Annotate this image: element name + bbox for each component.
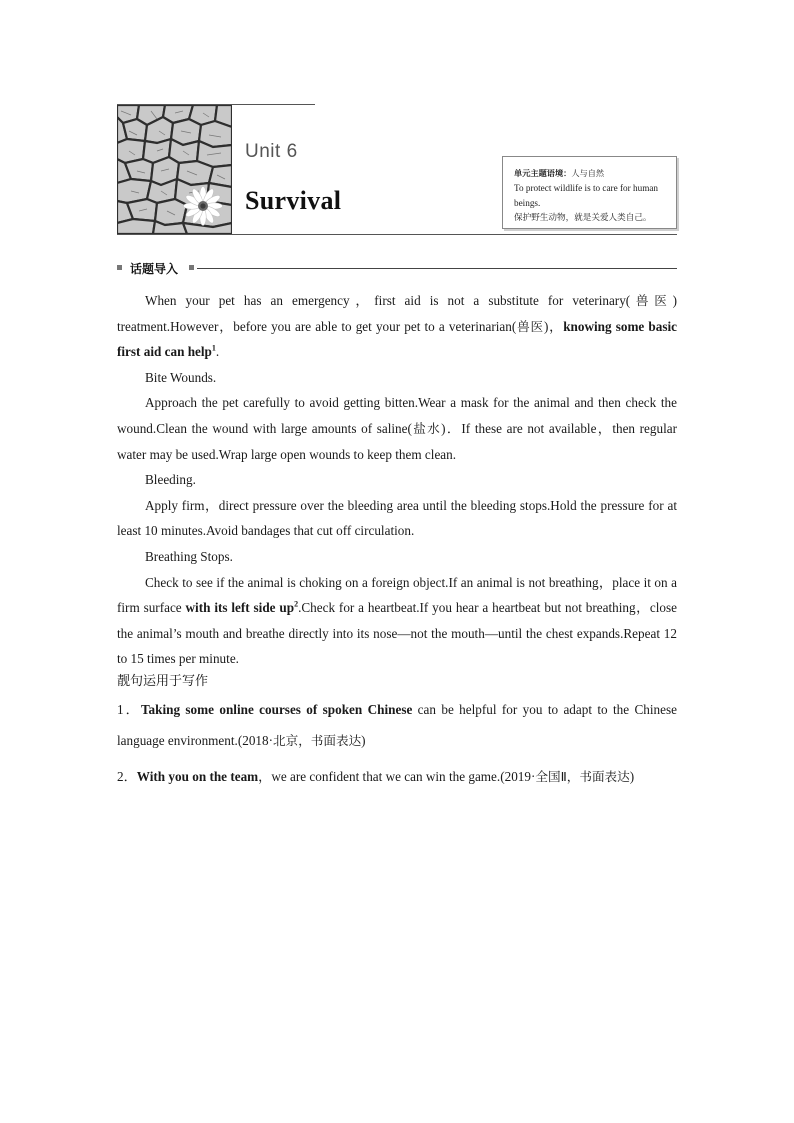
unit-label: Unit 6 xyxy=(245,141,298,162)
footnote-marker: 1 xyxy=(211,343,216,353)
paragraph: Approach the pet carefully to avoid getting bitten.Wear a mask for the animal and then check the wound.Clean the wound with large amounts of saline(盐水)．If these are not available，then regular water may be used.Wrap large open wounds to keep them clean. xyxy=(117,395,678,462)
reading-passage xyxy=(117,288,677,672)
example-number: 2． xyxy=(117,769,137,784)
square-bullet-icon xyxy=(189,265,194,270)
theme-context-value: 人与自然 xyxy=(571,168,605,178)
unit-title: Survival xyxy=(245,186,342,215)
paragraph: Check to see if the animal is choking on a foreign object.If an animal is not breathing，place it on a firm surface with its left side $up^2.Check$ for a heartbeat.If you hear a heartbeat but not breathing，close the animal’s mouth and breathe directly into its nose—not the mouth—until the chest expands.Repeat 12 to 15 times per minute. xyxy=(117,574,677,667)
unit-theme-box xyxy=(502,156,677,229)
paragraph: Apply firm，direct pressure over the bleeding area until the bleeding stops.Hold the pressure for at least 10 minutes.Avoid bandages that cut off circulation. xyxy=(117,497,677,539)
paragraph: When your pet has an emergency，first aid is not a substitute for veterinary(兽医) treatment.However，before you are able to get your pet to a veterinarian(兽医)，knowing some basic first aid can help$^1$. xyxy=(117,293,678,360)
key-phrase: knowing some basic first aid can help xyxy=(117,318,677,360)
cracked-earth-flower-image xyxy=(117,105,232,234)
footnote-marker: 2 xyxy=(294,599,299,609)
cracked-earth-illustration xyxy=(117,105,232,234)
key-phrase: Taking some online courses of spoken Chinese xyxy=(140,702,413,717)
theme-chinese-line: 保护野生动物，就是关爱人类自己。 xyxy=(514,213,652,223)
theme-context-label: 单元主题语境： xyxy=(514,168,572,178)
example-number: 1． xyxy=(117,702,141,717)
key-phrase: with its left side up xyxy=(185,600,295,616)
subheading: Bleeding. xyxy=(145,472,196,488)
key-phrase: With you on the team xyxy=(136,769,259,784)
example-source: 北京，书面表达 xyxy=(273,733,362,748)
subheading: Bite Wounds. xyxy=(145,369,217,385)
example-sentence: 1．Taking some online courses of spoken Chinese can be helpful for you to adapt to the Chinese language environment.(2018·北京，书面表达) xyxy=(117,702,677,748)
example-sentence: 2．With you on the team，we are confident that we can win the game.(2019·全国Ⅱ，书面表达) xyxy=(117,769,635,784)
section-rule xyxy=(197,268,677,269)
writing-section-title: 靓句运用于写作 xyxy=(117,674,209,689)
section-title: 话题导入 xyxy=(130,262,179,276)
example-source: 全国Ⅱ，书面表达 xyxy=(535,769,630,784)
theme-english-line: To protect wildlife is to care for human beings. xyxy=(514,183,659,208)
theme-context-line xyxy=(514,166,668,181)
subheading: Breathing Stops. xyxy=(145,548,233,564)
section-heading xyxy=(117,260,677,276)
header-bottom-rule xyxy=(117,234,677,235)
square-bullet-icon xyxy=(117,265,122,270)
